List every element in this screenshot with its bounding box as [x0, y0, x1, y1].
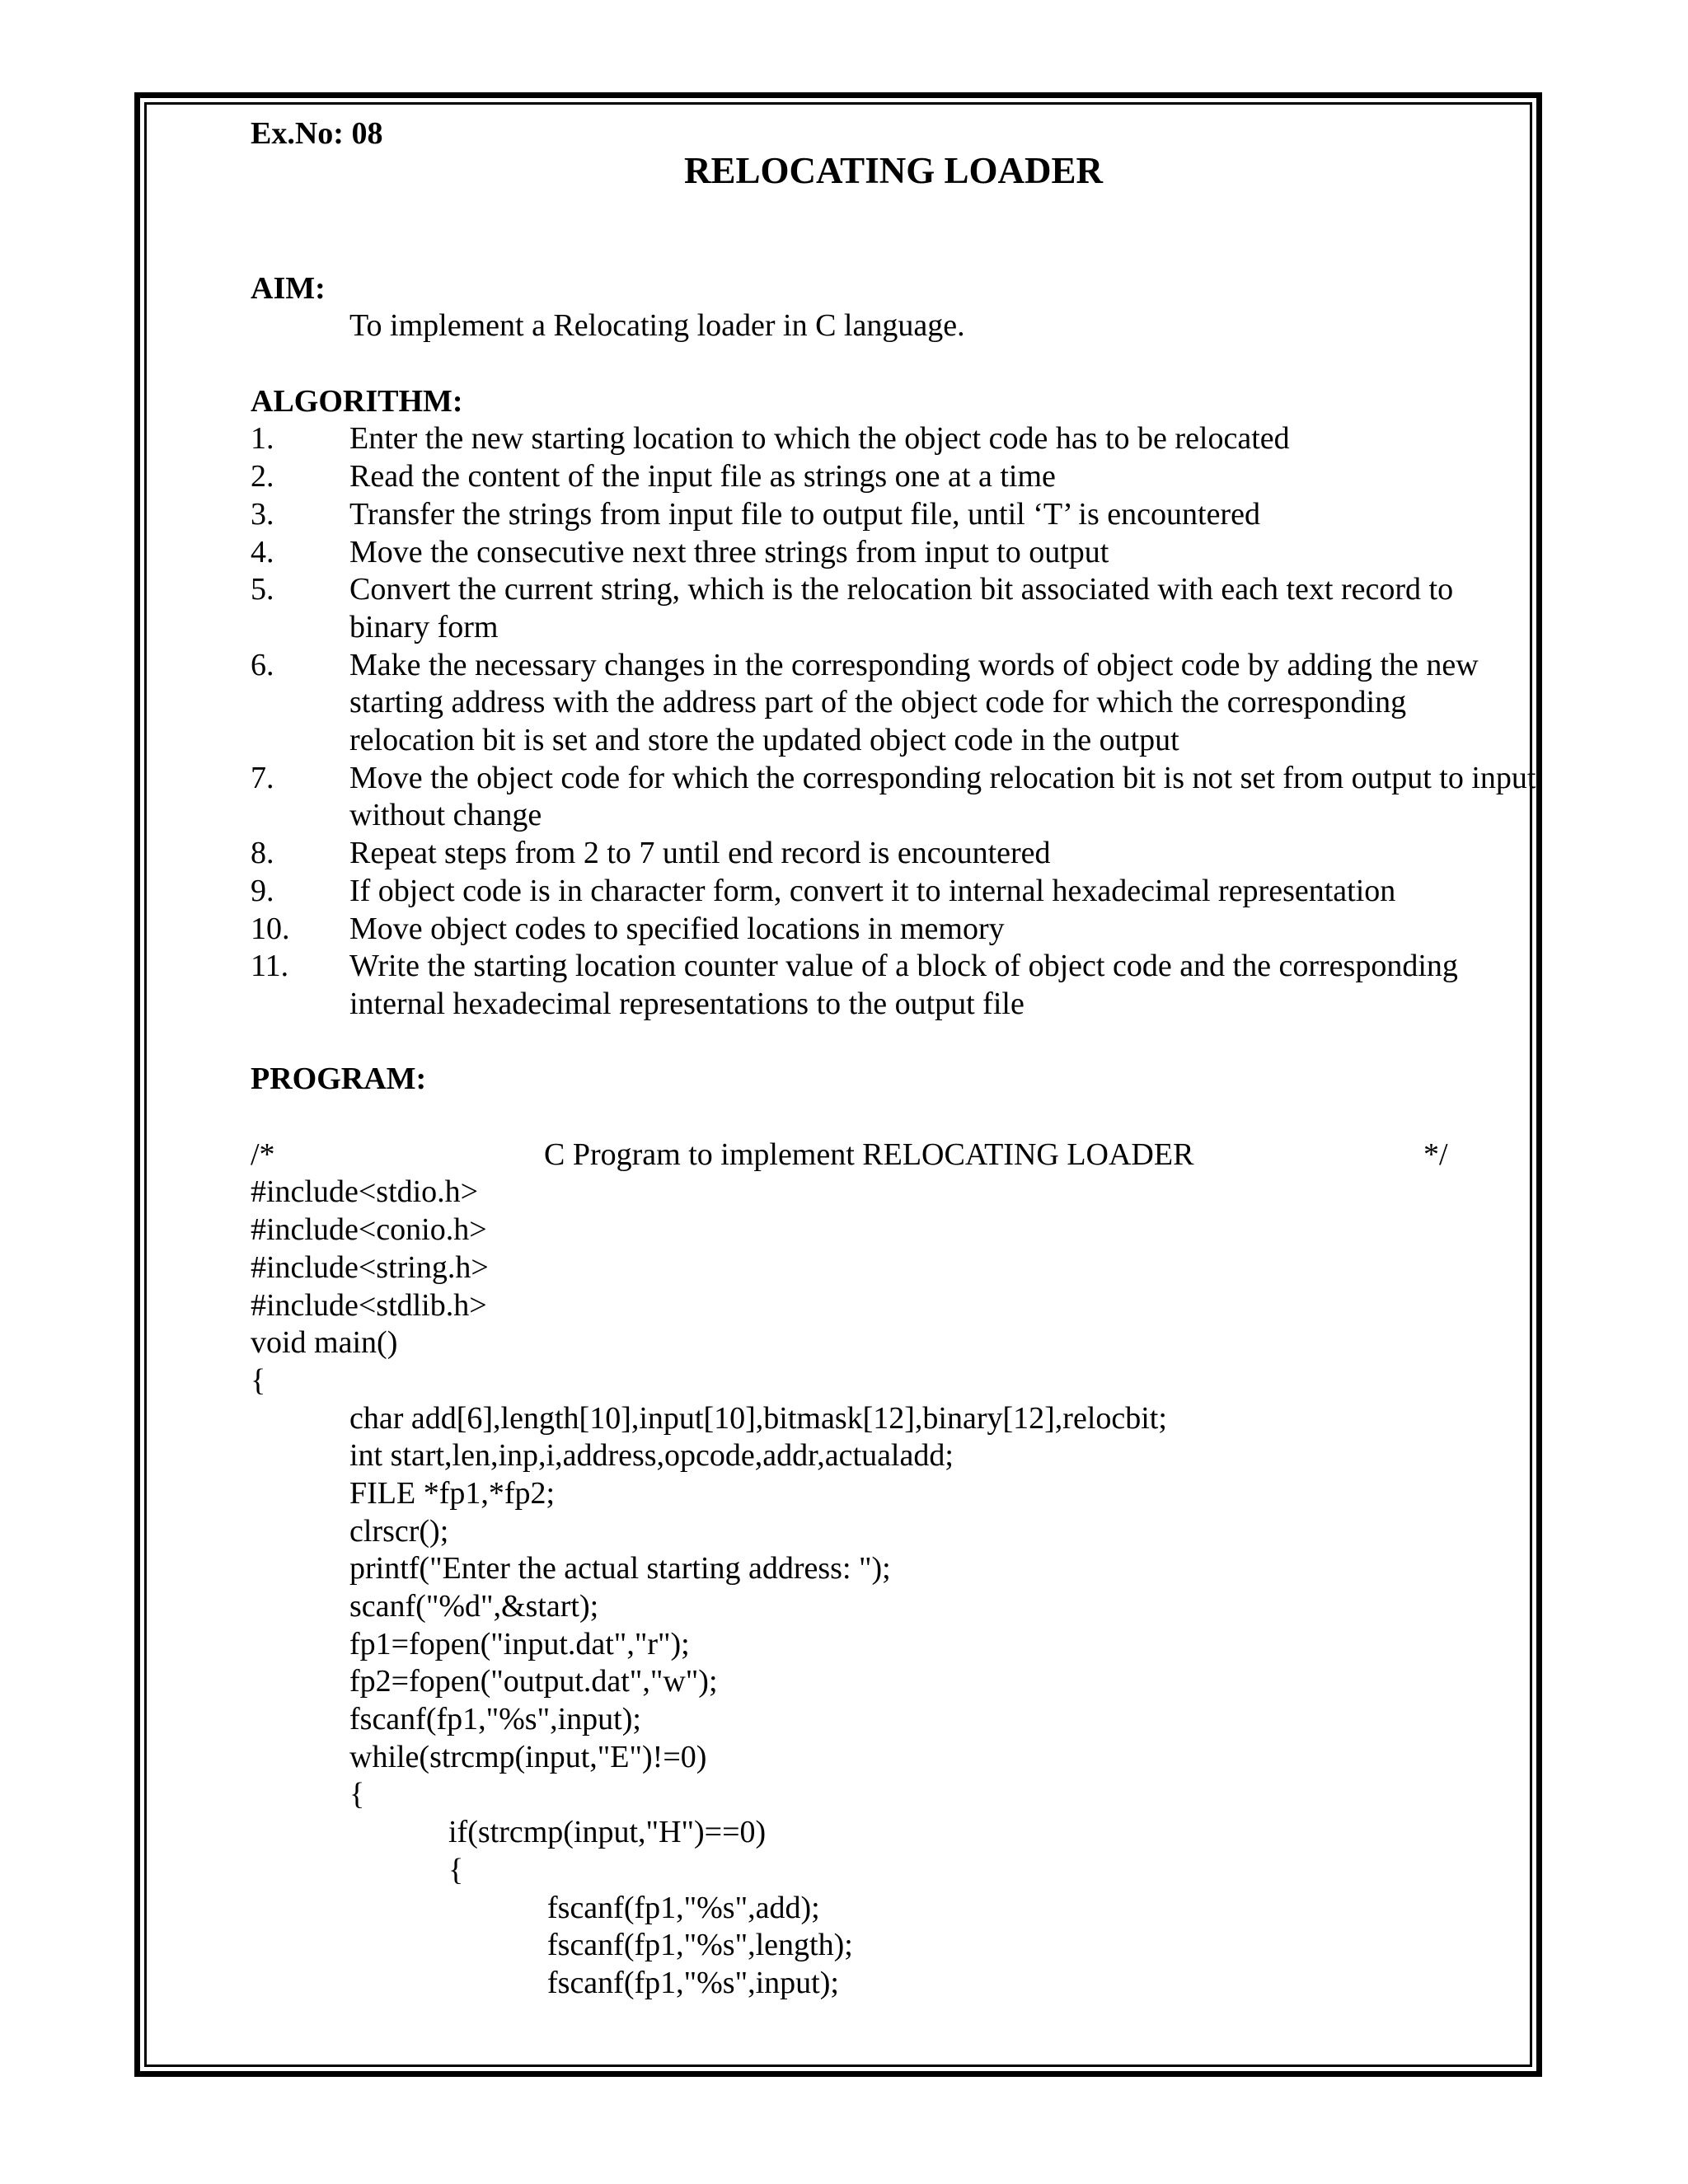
algorithm-step-number: 8. [251, 836, 274, 871]
code-line: #include<stdio.h> [251, 1174, 479, 1210]
code-line: { [448, 1852, 464, 1887]
comment-text: C Program to implement RELOCATING LOADER [544, 1137, 1194, 1172]
algorithm-step-text: Make the necessary changes in the corresponding words of object code by adding the new starting address with the address part of the object code for which the corresponding relocation bit is set and store the updated object code in the output [349, 647, 1479, 758]
spacer [251, 1024, 1536, 1062]
algorithm-step-number: 5. [251, 572, 274, 607]
spacer [251, 194, 1536, 270]
comment-close: */ [1423, 1137, 1448, 1172]
algorithm-step [251, 760, 1536, 835]
algorithm-step-text: Move the consecutive next three strings from input to output [349, 534, 1109, 569]
spacer [251, 1099, 1536, 1137]
program-heading: PROGRAM: [251, 1062, 427, 1097]
algorithm-step-text: If object code is in character form, convert it to internal hexadecimal representation [349, 873, 1396, 908]
aim-heading: AIM: [251, 270, 326, 306]
code-line: fscanf(fp1,"%s",input); [349, 1702, 641, 1737]
algorithm-step [251, 647, 1536, 760]
algorithm-step-number: 4. [251, 534, 274, 569]
algorithm-list [251, 420, 1536, 1023]
algorithm-step-number: 7. [251, 760, 274, 795]
algorithm-step-text: Write the starting location counter value of a block of object code and the corresponding internal hexadecimal representations to the output file [349, 949, 1458, 1021]
algorithm-step-text: Enter the new starting location to which the object code has to be relocated [349, 421, 1290, 457]
algorithm-step-number: 1. [251, 421, 274, 457]
algorithm-step-number: 2. [251, 459, 274, 494]
algorithm-step-text: Move object codes to specified locations in memory [349, 911, 1005, 946]
algorithm-step-number: 9. [251, 873, 274, 908]
code-line: fscanf(fp1,"%s",length); [547, 1928, 853, 1963]
algorithm-step [251, 911, 1536, 949]
algorithm-step-text: Move the object code for which the corresponding relocation bit is not set from output to input without change [349, 760, 1536, 833]
algorithm-step [251, 835, 1536, 873]
algorithm-step [251, 948, 1536, 1023]
algorithm-step [251, 571, 1536, 646]
code-line: #include<string.h> [251, 1249, 489, 1285]
algorithm-step-number: 11. [251, 949, 289, 984]
code-line: { [251, 1362, 266, 1398]
spacer [251, 345, 1536, 383]
code-line: { [349, 1777, 365, 1812]
algorithm-step-number: 6. [251, 647, 274, 682]
code-comment [251, 1137, 1536, 1174]
algorithm-step [251, 873, 1536, 911]
code-line: #include<conio.h> [251, 1212, 487, 1248]
code-line: if(strcmp(input,"H")==0) [448, 1815, 767, 1850]
algorithm-step [251, 534, 1536, 572]
algorithm-step-text: Repeat steps from 2 to 7 until end record is encountered [349, 836, 1051, 871]
code-line: FILE *fp1,*fp2; [349, 1475, 556, 1511]
algorithm-step [251, 458, 1536, 496]
algorithm-step-text: Convert the current string, which is the relocation bit associated with each text record to binary form [349, 572, 1454, 644]
algorithm-step-number: 10. [251, 911, 290, 946]
code-line: int start,len,inp,i,address,opcode,addr,actualadd; [349, 1438, 954, 1474]
code-line: printf("Enter the actual starting address: "); [349, 1551, 891, 1586]
exercise-number: Ex.No: 08 [251, 116, 383, 151]
algorithm-step-text: Read the content of the input file as strings one at a time [349, 459, 1056, 494]
algorithm-step [251, 496, 1536, 534]
code-line: #include<stdlib.h> [251, 1287, 487, 1323]
code-line: fscanf(fp1,"%s",input); [547, 1965, 839, 2000]
algorithm-heading: ALGORITHM: [251, 383, 463, 419]
code-line: fscanf(fp1,"%s",add); [547, 1890, 820, 1925]
code-line: void main() [251, 1325, 398, 1361]
aim-text: To implement a Relocating loader in C language. [349, 308, 965, 344]
comment-open: /* [251, 1137, 275, 1172]
document-title: RELOCATING LOADER [684, 149, 1103, 191]
code-line: char add[6],length[10],input[10],bitmask[12],binary[12],relocbit; [349, 1400, 1167, 1436]
code-line: while(strcmp(input,"E")!=0) [349, 1739, 707, 1774]
document-content [251, 115, 1536, 2003]
code-line: fp1=fopen("input.dat","r"); [349, 1626, 690, 1661]
code-line: fp2=fopen("output.dat","w"); [349, 1664, 718, 1699]
code-line: clrscr(); [349, 1513, 449, 1549]
algorithm-step-number: 3. [251, 496, 274, 532]
algorithm-step [251, 420, 1536, 458]
code-block [251, 1174, 1536, 2002]
code-line: scanf("%d",&start); [349, 1589, 599, 1624]
algorithm-step-text: Transfer the strings from input file to output file, until ‘T’ is encountered [349, 496, 1260, 532]
